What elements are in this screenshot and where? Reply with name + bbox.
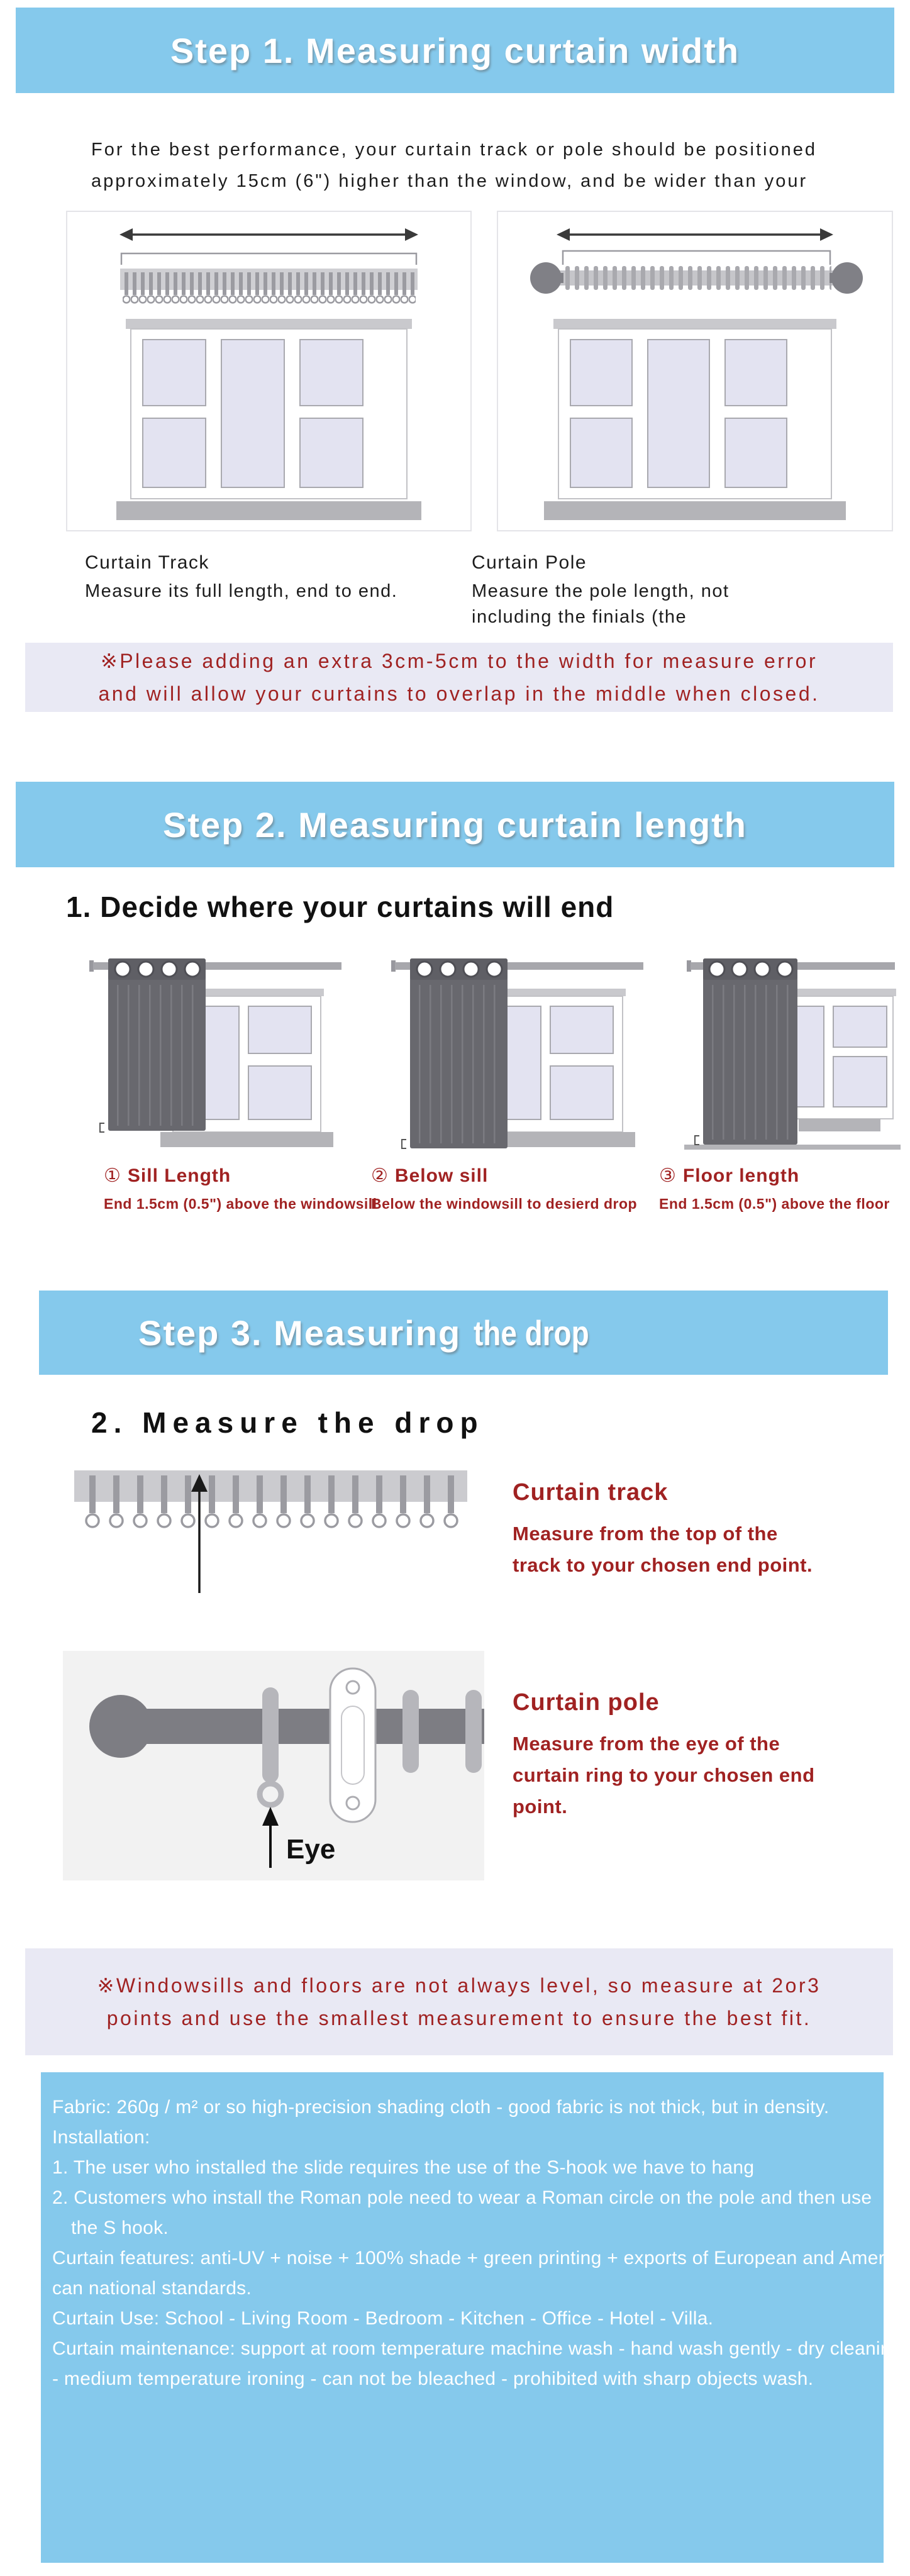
detail-line-use: Curtain Use: School - Living Room - Bedroom - Kitchen - Office - Hotel - Villa. [52,2308,714,2329]
option3-desc: End 1.5cm (0.5") above the floor [659,1196,890,1212]
option1-desc: End 1.5cm (0.5") above the windowsill [104,1196,377,1212]
option2-desc: Below the windowsill to desierd drop [371,1196,638,1212]
curtain-pole-window-illustration [497,211,893,535]
step2-heading: 1. Decide where your curtains will end [66,891,614,923]
step1-banner [16,8,894,93]
detail-line-installation: Installation: [52,2127,150,2148]
option2-title [371,1165,637,1187]
below-sill-illustration [377,943,654,1160]
pole-drop-line-2: curtain ring to your chosen end [513,1764,815,1786]
track-caption-line: Measure its full length, end to end. [85,581,398,601]
detail-line-features: Curtain features: anti-UV + noise + 100% shade + green printing + exports of European and Ameri- [52,2248,896,2268]
pole-drop-line-1: Measure from the eye of the [513,1733,780,1755]
option-label-below-sill [371,1165,637,1213]
track-caption-title: Curtain Track [85,552,209,573]
detail-line-maintenance: Curtain maintenance: support at room temperature machine wash - hand wash gently - dry cleaning [52,2338,902,2359]
pole-drop-title: Curtain pole [513,1689,660,1716]
pole-drop-drawing [63,1651,484,1880]
track-drop-caption [513,1479,813,1577]
detail-line-install-1: 1. The user who installed the slide requires the use of the S-hook we have to hang [52,2157,755,2178]
option1-number: ① [104,1165,121,1186]
track-drop-line-2: track to your chosen end point. [513,1554,813,1576]
pole-drop-line-3: point. [513,1796,568,1818]
option3-title-text: Floor length [682,1165,800,1186]
step3-heading: 2. Measure the drop [91,1406,484,1439]
pole-caption-line-2: including the finials (the [472,607,687,627]
detail-line-install-2: 2. Customers who install the Roman pole need to wear a Roman circle on the pole and then use [52,2187,872,2208]
track-caption [85,552,397,602]
width-measure-note [25,643,893,712]
level-measure-note [25,1948,893,2055]
option-label-floor-length [659,1165,890,1213]
note1-line-1: ※Please adding an extra 3cm-5cm to the width for measure error [100,650,818,672]
step1-intro [91,134,817,197]
option3-title [659,1165,890,1187]
step2-banner [16,782,894,867]
option3-number: ③ [659,1165,677,1186]
note2-line-1: ※Windowsills and floors are not always level, so measure at 2or3 [97,1974,821,1997]
intro-line-1: For the best performance, your curtain track or pole should be positioned [91,140,817,160]
option2-number: ② [371,1165,389,1186]
pole-drop-illustration [63,1651,484,1884]
track-drop-line-1: Measure from the top of the [513,1523,778,1545]
option-label-sill-length [104,1165,377,1213]
floor-length-drawing [679,943,906,1157]
note2-line-2: points and use the smallest measurement to ensure the best fit. [106,2007,812,2029]
pole-caption-title: Curtain Pole [472,552,587,573]
step2-banner-title: Step 2. Measuring curtain length [162,804,748,845]
sill-length-drawing [75,943,352,1157]
below-sill-drawing [377,943,654,1157]
track-drop-title: Curtain track [513,1479,669,1506]
option2-title-text: Below sill [394,1165,489,1186]
curtain-track-window-illustration [66,211,472,535]
note1-line-2: and will allow your curtains to overlap in the middle when closed. [98,682,820,705]
sill-length-illustration [75,943,352,1160]
option1-title-text: Sill Length [127,1165,231,1186]
detail-line-features-2: can national standards. [52,2278,252,2299]
step3-banner-prefix: Step 3. Measuring [138,1313,462,1353]
detail-line-install-2b: the S hook. [71,2218,169,2238]
track-drop-drawing [50,1458,491,1602]
detail-line-fabric: Fabric: 260g / m² or so high-precision shading cloth - good fabric is not thick, but in density. [52,2097,830,2118]
pole-drop-caption [513,1689,815,1818]
track-drop-illustration [50,1458,491,1606]
product-details-panel [41,2072,902,2563]
detail-line-maintenance-2: - medium temperature ironing - can not be bleached - prohibited with sharp objects wash. [52,2368,814,2389]
eye-label: Eye [286,1834,336,1865]
floor-length-illustration [679,943,906,1160]
track-window-drawing [66,211,472,531]
pole-caption [472,552,730,628]
intro-line-2: approximately 15cm (6") higher than the window, and be wider than your [91,171,808,191]
step3-banner-suffix: the drop [474,1313,589,1353]
step1-banner-title: Step 1. Measuring curtain width [170,30,740,70]
pole-window-drawing [497,211,893,531]
step3-banner [39,1291,888,1375]
pole-caption-line-1: Measure the pole length, not [472,581,730,601]
option1-title [104,1165,377,1187]
